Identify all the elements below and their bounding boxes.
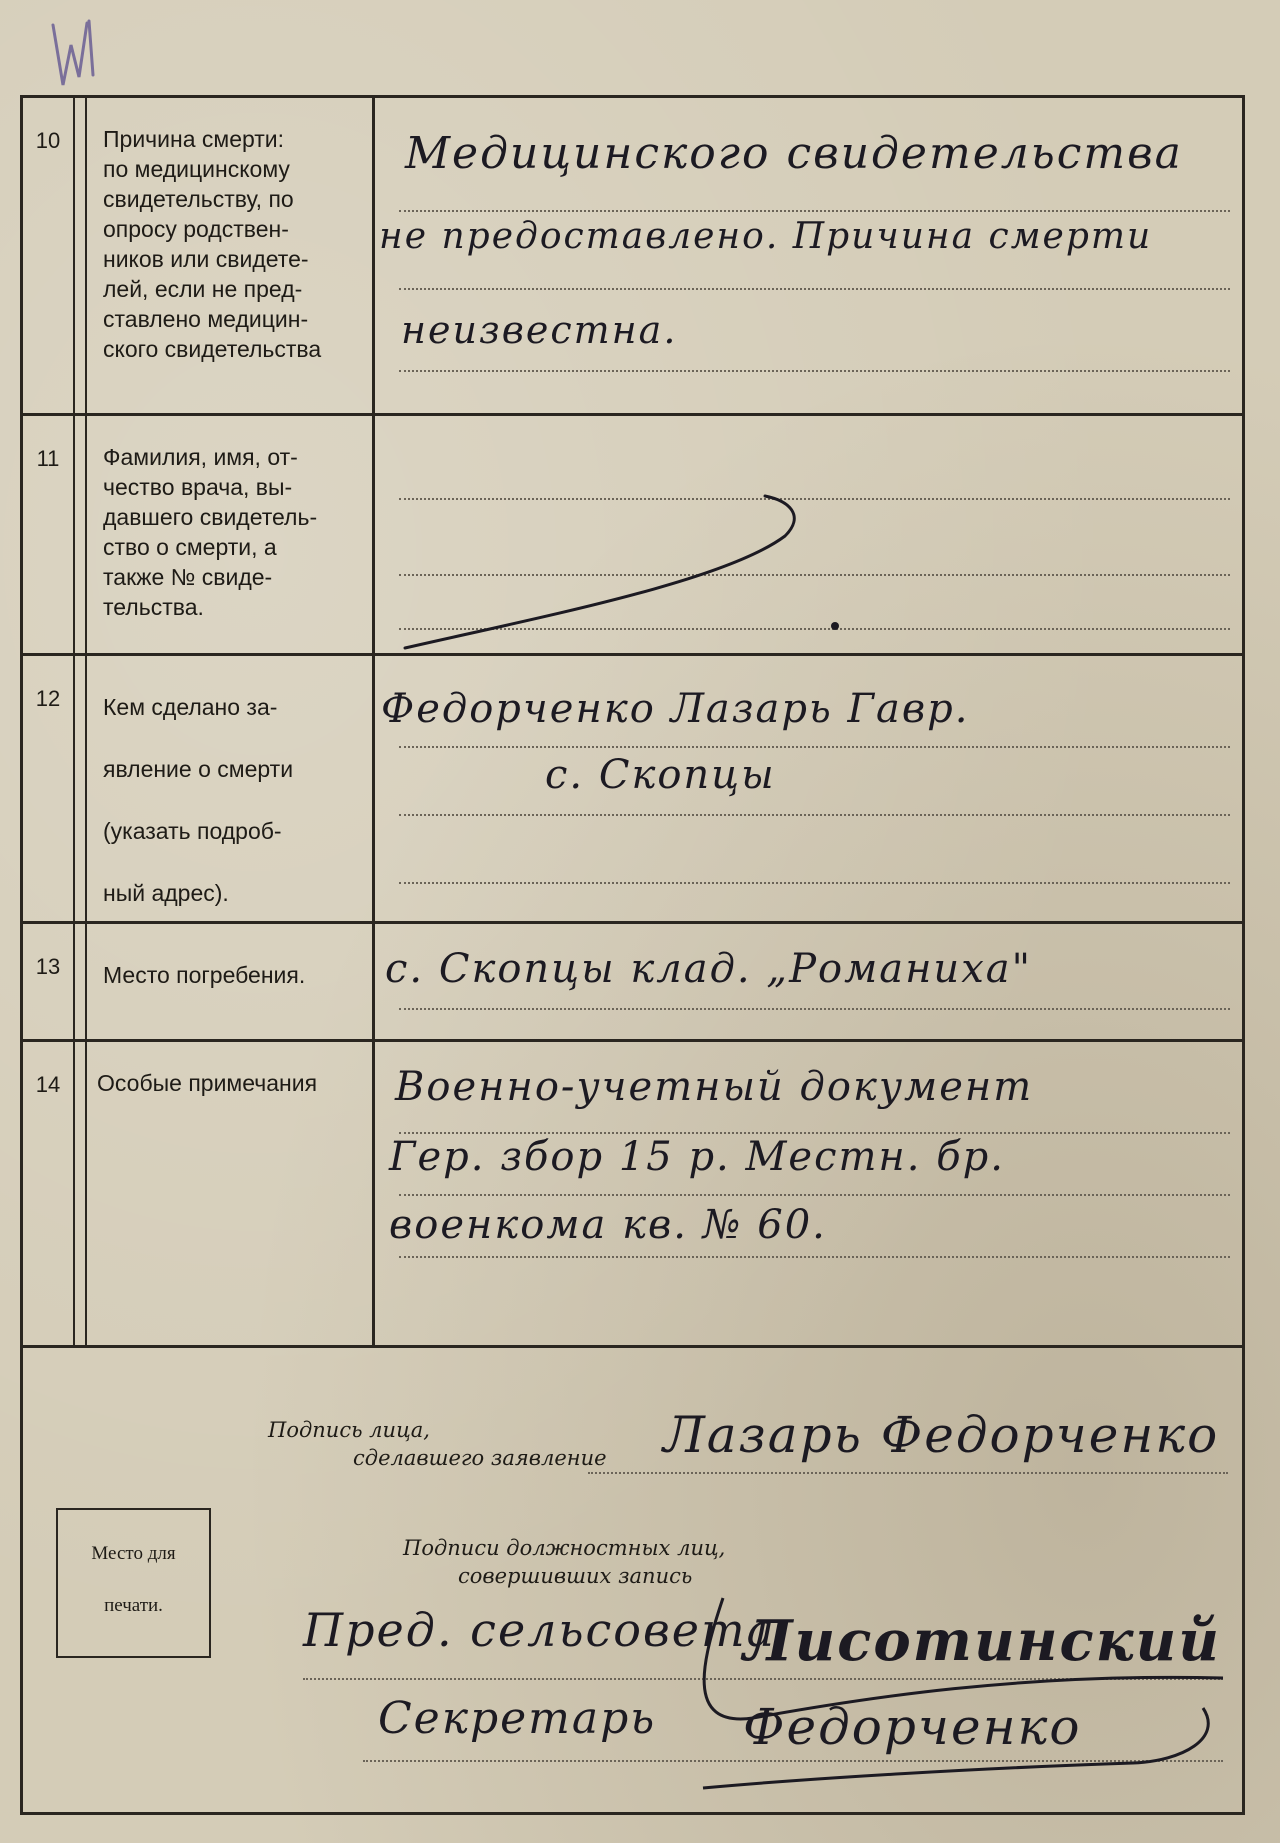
declarant-caption: сделавшего заявление — [353, 1446, 607, 1470]
row-content-cause-of-death — [375, 98, 1242, 413]
pencil-corner-mark — [45, 15, 115, 105]
row-special-notes — [23, 1042, 1242, 1348]
secretary-title: Секретарь — [378, 1693, 657, 1744]
row-content-doctor-name — [375, 416, 1242, 653]
chairman-signature: Лисотинский — [743, 1608, 1221, 1674]
row-content-special-notes — [375, 1042, 1242, 1345]
blank-strike-stroke — [395, 476, 855, 656]
secretary-signature: Федорченко — [743, 1698, 1082, 1756]
row-content-declarant — [375, 656, 1242, 921]
row-number: 14 — [23, 1042, 75, 1345]
row-number: 12 — [23, 656, 75, 921]
handwritten-entry: Федорченко Лазарь Гавр. — [381, 686, 970, 732]
chairman-title: Пред. сельсовета — [303, 1603, 776, 1657]
row-number: 11 — [23, 416, 75, 653]
handwritten-entry: неизвестна. — [401, 308, 678, 352]
handwritten-entry: с. Скопцы — [545, 752, 776, 798]
handwritten-entry: Военно-учетный документ — [395, 1064, 1034, 1110]
handwritten-entry: Медицинского свидетельства — [405, 128, 1183, 179]
row-cause-of-death — [23, 98, 1242, 416]
handwritten-entry: с. Скопцы клад. „Романиха" — [385, 946, 1032, 992]
row-burial-place — [23, 924, 1242, 1042]
handwritten-entry: военкома кв. № 60. — [389, 1202, 827, 1248]
row-number: 13 — [23, 924, 75, 1039]
row-label-special-notes: Особые примечания — [85, 1042, 375, 1345]
declarant-signature: Лазарь Федорченко — [663, 1406, 1220, 1464]
officials-caption: совершивших запись — [458, 1564, 693, 1588]
declarant-caption: Подпись лица, — [268, 1418, 430, 1442]
row-label-declarant: Кем сделано за- явление о смерти (указать подроб- ный адрес). — [85, 656, 375, 921]
row-declarant — [23, 656, 1242, 924]
row-label-cause-of-death: Причина смерти: по медицинскому свидетельству, по опросу родствен- ников или свидете- лей, если не пред- ставлено медицин- ского свидетельства — [85, 98, 375, 413]
handwritten-entry: Гер. збор 15 р. Местн. бр. — [389, 1134, 1005, 1180]
stamp-place-box: Место для печати. — [56, 1508, 211, 1658]
row-number: 10 — [23, 98, 75, 413]
handwritten-entry: не предоставлено. Причина смерти — [379, 216, 1153, 257]
row-content-burial-place — [375, 924, 1242, 1039]
officials-caption: Подписи должностных лиц, — [403, 1536, 726, 1560]
signature-flourish — [663, 1578, 1243, 1808]
row-doctor-name — [23, 416, 1242, 656]
row-label-doctor-name: Фамилия, имя, от- чество врача, вы- давшего свидетель- ство о смерти, а также № свиде- тельства. — [85, 416, 375, 653]
signature-area — [23, 1348, 1242, 1818]
row-label-burial-place: Место погребения. — [85, 924, 375, 1039]
death-record-form — [20, 95, 1245, 1815]
